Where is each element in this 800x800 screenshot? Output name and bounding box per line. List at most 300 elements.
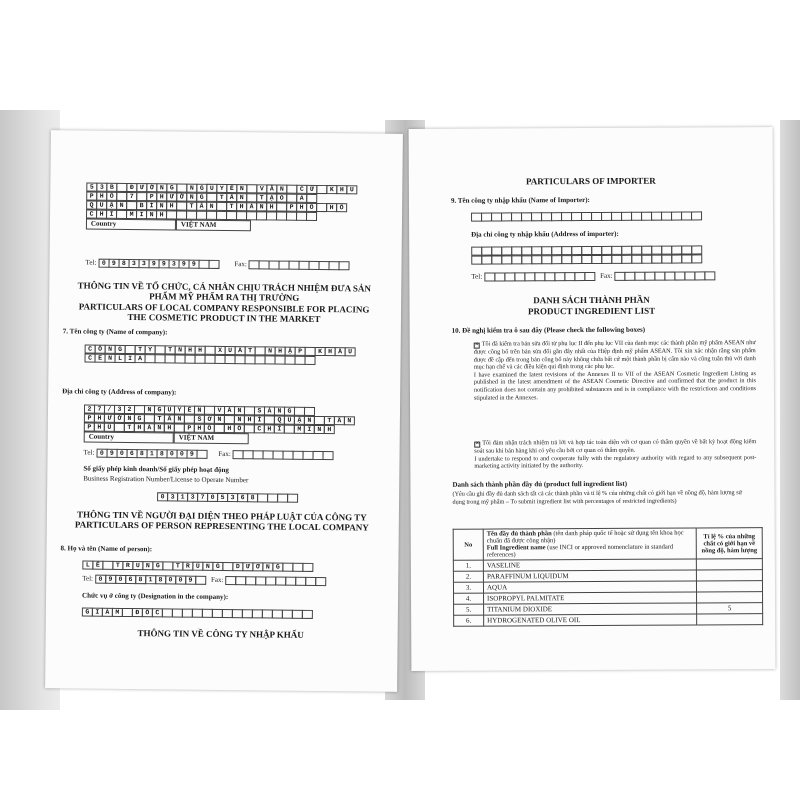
grid-cell: 1	[146, 449, 157, 458]
grid-cell	[691, 211, 702, 220]
grid-cell: Á	[264, 406, 275, 415]
importer-name-label: 9. Tên công ty nhập khẩu (Name of Importer):	[450, 196, 590, 205]
full-list-title: Danh sách thành phần đầy đủ (product full ingredient list)	[452, 479, 628, 489]
grid-cell: H	[266, 202, 277, 211]
grid-cell: Ư	[166, 192, 177, 201]
section3-title-vi: THÔNG TIN VỀ CÔNG TY NHẬP KHẨU	[137, 628, 304, 640]
grid-cell: H	[195, 346, 206, 355]
grid-cell: Ễ	[226, 184, 237, 193]
grid-cell: N	[124, 414, 135, 423]
grid-cell	[584, 272, 595, 281]
grid-cell: G	[134, 414, 145, 423]
ingredient-no-cell: 1.	[453, 560, 483, 571]
grid-cell: R	[182, 562, 193, 571]
ingredient-name-cell: PARAFFINUM LIQUIDUM	[483, 570, 696, 582]
grid-cell: N	[265, 346, 276, 355]
grid-cell: Á	[102, 608, 113, 617]
grid-cell: S	[254, 406, 265, 415]
grid-cell: Ư	[136, 183, 147, 192]
grid-cell: Ố	[306, 203, 317, 212]
ingredient-title-vi: DANH SÁCH THÀNH PHẦN	[533, 294, 650, 306]
grid-cell: P	[295, 347, 306, 356]
grid-cell: O	[276, 194, 287, 203]
tel-grid	[98, 259, 218, 269]
grid-cell: U	[206, 184, 217, 193]
license-label-vi: Số giấy phép kinh doanh/Số giấy phép hoạt động	[83, 464, 229, 475]
importer-fax-label: Fax:	[600, 271, 613, 280]
grid-cell: N	[214, 415, 225, 424]
grid-cell: R	[122, 561, 133, 570]
grid-cell	[306, 194, 317, 203]
grid-cell: M	[126, 210, 137, 219]
grid-cell: S	[194, 415, 205, 424]
grid-cell: Y	[174, 405, 185, 414]
grid-cell: 9	[106, 449, 117, 458]
license-grid-wrap	[157, 492, 297, 502]
ingredient-name-cell: TITANIUM DIOXIDE	[484, 603, 697, 615]
company-line	[84, 354, 354, 366]
ingredient-no-cell: 6.	[454, 615, 484, 626]
grid-cell: 5	[217, 493, 228, 502]
grid-cell: G	[272, 563, 283, 572]
grid-cell: H	[156, 210, 167, 219]
grid-cell: N	[174, 414, 185, 423]
grid-cell: N	[156, 201, 167, 210]
grid-cell: K	[315, 347, 326, 356]
grid-cell: 9	[158, 259, 169, 268]
grid-cell	[208, 260, 219, 269]
grid-cell: 0	[95, 575, 106, 584]
grid-cell: Â	[196, 202, 207, 211]
grid-cell: 3	[167, 492, 178, 501]
grid-cell	[691, 254, 702, 263]
grid-cell: Ố	[204, 424, 215, 433]
grid-cell: 8	[136, 449, 147, 458]
person-fax-grid	[225, 576, 325, 586]
grid-cell: 0	[116, 449, 127, 458]
country-label: Country	[86, 219, 176, 231]
left-document-page	[45, 130, 403, 692]
importer-title: PARTICULARS OF IMPORTER	[525, 175, 656, 187]
grid-cell: Ờ	[176, 192, 187, 201]
grid-cell: Ờ	[114, 414, 125, 423]
grid-cell: Ừ	[306, 185, 317, 194]
grid-cell: Ậ	[294, 416, 305, 425]
grid-cell: 9	[188, 260, 199, 269]
grid-cell: H	[134, 423, 145, 432]
grid-cell: 0	[207, 493, 218, 502]
grid-cell: Ă	[266, 184, 277, 193]
grid-cell: N	[262, 562, 273, 571]
grid-cell	[195, 576, 206, 585]
importer-tel-grid	[484, 272, 594, 282]
grid-cell: K	[326, 185, 337, 194]
grid-cell: T	[172, 561, 183, 570]
table-row	[454, 614, 763, 627]
ingredient-pct-cell	[696, 559, 762, 570]
grid-cell: G	[196, 184, 207, 193]
grid-cell: P	[86, 192, 97, 201]
grid-cell: T	[154, 414, 165, 423]
grid-cell: N	[175, 345, 186, 354]
grid-cell	[196, 450, 207, 459]
grid-cell: H	[156, 192, 167, 201]
grid-cell: Y	[145, 345, 156, 354]
grid-cell: 5	[86, 183, 97, 192]
grid-cell: 0	[98, 259, 109, 268]
company-tel-fax-row	[84, 449, 333, 461]
grid-cell: À	[144, 423, 155, 432]
grid-cell: N	[154, 423, 165, 432]
grid-cell: G	[212, 562, 223, 571]
grid-cell: T	[165, 345, 176, 354]
header-pct: Tỉ lệ % của những chất có giới hạn về nồng độ, hàm lượng	[696, 528, 762, 559]
grid-cell: T	[226, 202, 237, 211]
grid-cell	[302, 563, 313, 572]
grid-cell: N	[146, 210, 157, 219]
grid-cell	[705, 271, 716, 280]
grid-cell: T	[112, 561, 123, 570]
grid-cell: N	[236, 193, 247, 202]
section2-title-vi: THÔNG TIN VỀ NGƯỜI ĐẠI DIỆN THEO PHÁP LUẬT CỦA CÔNG TY	[77, 509, 367, 523]
grid-cell: Ố	[106, 192, 117, 201]
grid-cell: 9	[148, 259, 159, 268]
grid-cell: Ạ	[266, 193, 277, 202]
grid-cell: N	[105, 345, 116, 354]
grid-cell: 3	[96, 183, 107, 192]
grid-cell: I	[136, 210, 147, 219]
grid-cell: N	[104, 354, 115, 363]
importer-address-label	[471, 230, 619, 240]
importer-fax-grid	[615, 271, 715, 281]
grid-cell: U	[284, 416, 295, 425]
grid-cell: 0	[165, 575, 176, 584]
company-fax-label: Fax:	[218, 449, 231, 459]
grid-cell: 3	[187, 493, 198, 502]
grid-cell: N	[314, 425, 325, 434]
section2-title-en: PARTICULARS OF PERSON REPRESENTING THE LOCAL COMPANY	[74, 519, 369, 533]
grid-cell: 8	[156, 449, 167, 458]
grid-cell: N	[116, 201, 127, 210]
grid-cell: C	[296, 185, 307, 194]
grid-cell: B	[106, 183, 117, 192]
grid-cell: B	[136, 201, 147, 210]
ingredient-pct-cell	[696, 581, 762, 592]
grid-cell: I	[124, 354, 135, 363]
grid-cell: T	[256, 193, 267, 202]
right-document-page	[409, 127, 776, 671]
grid-cell	[304, 407, 315, 416]
grid-cell	[339, 261, 350, 270]
check2-block	[474, 438, 756, 470]
grid-cell: 8	[135, 575, 146, 584]
grid-cell: G	[82, 608, 93, 617]
check-boxes-label: 10. Đề nghị kiểm tra ô sau đây (Please check the following boxes)	[451, 325, 646, 335]
grid-cell: 2	[84, 405, 95, 414]
grid-cell: H	[264, 424, 275, 433]
importer-address-grid	[471, 245, 701, 264]
importer-tel-label: Tel:	[471, 272, 483, 281]
header-name	[483, 528, 696, 560]
grid-cell: G	[196, 193, 207, 202]
grid-cell: A	[134, 354, 145, 363]
company-country-label: Country	[84, 432, 174, 444]
ingredient-pct-cell	[696, 570, 762, 581]
grid-cell: À	[246, 202, 257, 211]
ingredient-pct-cell: 5	[697, 603, 763, 614]
grid-cell: T	[186, 202, 197, 211]
grid-cell: 6	[126, 449, 137, 458]
header-name-vi: Tên đầy đủ thành phần	[486, 530, 552, 538]
grid-cell: Ì	[254, 415, 265, 424]
grid-cell: 2	[124, 405, 135, 414]
grid-cell: 9	[185, 576, 196, 585]
grid-cell: H	[166, 201, 177, 210]
grid-cell: H	[236, 202, 247, 211]
grid-cell: A	[296, 194, 307, 203]
grid-cell: T	[135, 345, 146, 354]
grid-cell: T	[245, 346, 256, 355]
grid-cell: H	[325, 347, 336, 356]
address-grid	[86, 183, 356, 233]
grid-cell	[691, 245, 702, 254]
grid-cell	[287, 494, 298, 503]
grid-cell: C	[152, 608, 163, 617]
grid-cell: N	[234, 406, 245, 415]
grid-cell: U	[346, 185, 357, 194]
grid-cell: Ễ	[184, 406, 195, 415]
grid-cell: Ồ	[336, 203, 347, 212]
grid-cell: G	[115, 345, 126, 354]
grid-cell: Ậ	[285, 347, 296, 356]
grid-cell: U	[164, 405, 175, 414]
check1-text-en: I have examined the latest revisions of the Annexes II to VII of the ASEAN Cosmetic Ingredient Listing as published in the latest amendment of the ASEAN Cosmetic Directive and confirmed that the product in this notification does not contain any prohibited substances and is in compliance with the restrictions and conditions stipulated in the Annexes.	[473, 369, 756, 402]
grid-cell: H	[164, 423, 175, 432]
grid-cell: N	[236, 184, 247, 193]
full-list-note: (Yêu cầu ghi đầy đủ danh sách tất cả các thành phần và tỉ lệ % của những chất có giới hạn về nồng độ, hàm lượng sử dụng trong mỹ phẩm – To submit ingredient list with percentages of restricted ingredients)	[452, 489, 742, 506]
grid-cell: 1	[145, 575, 156, 584]
grid-cell: 1	[177, 493, 188, 502]
ingredient-title-en: PRODUCT INGREDIENT LIST	[527, 305, 656, 317]
grid-cell: 3	[114, 405, 125, 414]
grid-cell: Ư	[104, 414, 115, 423]
grid-cell	[315, 577, 326, 586]
ingredient-no-cell: 3.	[453, 582, 483, 593]
grid-cell: Ì	[146, 201, 157, 210]
grid-cell: P	[84, 423, 95, 432]
grid-cell: 0	[175, 575, 186, 584]
grid-cell: Ấ	[235, 346, 246, 355]
company-fax-grid	[233, 450, 333, 460]
ingredient-name-cell: AQUA	[483, 581, 696, 593]
grid-cell: Ă	[224, 406, 235, 415]
grid-cell: T	[216, 193, 227, 202]
grid-cell: H	[275, 347, 286, 356]
grid-cell: 9	[178, 260, 189, 269]
grid-cell: 0	[115, 575, 126, 584]
ingredient-no-cell: 2.	[453, 571, 483, 582]
grid-cell: P	[184, 424, 195, 433]
ingredient-name-cell: VASELINE	[483, 559, 696, 571]
grid-cell: 0	[176, 450, 187, 459]
person-name-grid	[82, 561, 312, 572]
importer-address-label-text: Địa chỉ công ty nhập khẩu (Address of importer):	[471, 229, 619, 239]
grid-cell: 7	[197, 493, 208, 502]
grid-cell: U	[132, 561, 143, 570]
grid-cell: D	[232, 562, 243, 571]
grid-cell: E	[94, 354, 105, 363]
grid-cell: N	[142, 561, 153, 570]
person-tel-label: Tel:	[82, 574, 94, 583]
designation-label: Chức vụ ở công ty (Designation in the company):	[82, 591, 229, 602]
grid-cell: Í	[274, 425, 285, 434]
person-name-grid-wrap	[82, 561, 312, 572]
grid-cell: N	[344, 416, 355, 425]
grid-cell: N	[156, 183, 167, 192]
section1-title-en: PARTICULARS OF LOCAL COMPANY RESPONSIBLE FOR PLACING THE COSMETIC PRODUCT IN THE MARKET	[78, 301, 370, 325]
grid-cell: Ố	[142, 608, 153, 617]
grid-cell: I	[304, 425, 315, 434]
grid-cell: Ê	[92, 561, 103, 570]
ingredient-no-cell: 4.	[454, 593, 484, 604]
grid-cell: U	[345, 347, 356, 356]
company-tel-label: Tel:	[83, 448, 95, 457]
grid-cell: H	[96, 192, 107, 201]
grid-cell: N	[202, 562, 213, 571]
grid-cell: Â	[226, 193, 237, 202]
grid-cell	[304, 356, 315, 365]
grid-cell: M	[294, 425, 305, 434]
grid-cell: C	[84, 354, 95, 363]
grid-cell: Ậ	[106, 201, 117, 210]
header-name-en: Full Ingredient name	[486, 544, 546, 552]
grid-cell: U	[225, 346, 236, 355]
grid-cell: /	[104, 405, 115, 414]
license-label-en: Business Registration Number/License to Operate Number	[83, 474, 249, 485]
background-shadow-right	[780, 120, 800, 700]
person-tel-grid	[95, 575, 205, 585]
grid-cell: 6	[125, 575, 136, 584]
check2-text-en: I undertake to respond to and cooperate fully with the regulatory authority with regard to any subsequent post-marketing activity initiated by the authority.	[474, 453, 757, 470]
grid-cell: L	[82, 561, 93, 570]
grid-cell: N	[274, 407, 285, 416]
check2-text-vi: Tôi đảm nhận trách nhiệm trả lời và hợp tác toàn diện với cơ quan có thẩm quyền về bất kỳ hoạt động kiểm soát sau khi bán hàng khi có yêu cầu bởi cơ quan có thẩm quyền.	[474, 438, 757, 455]
grid-cell: 0	[166, 449, 177, 458]
grid-cell: N	[206, 202, 217, 211]
header-name-vi-note: (tên danh pháp quốc tế hoặc sử dụng tên khoa học chuẩn đã được công nhận)	[486, 529, 684, 545]
header-name-en-note: (use INCI or approved nomenclature in standard references)	[486, 543, 674, 559]
check1-block	[474, 339, 756, 402]
company-tel-grid	[96, 449, 206, 459]
country-value: VIỆT NAM	[176, 219, 251, 231]
grid-cell: Q	[274, 416, 285, 425]
grid-cell: P	[286, 203, 297, 212]
checkbox-1-icon[interactable]: ✕	[474, 342, 479, 348]
grid-cell: G	[284, 407, 295, 416]
grid-cell: 6	[237, 493, 248, 502]
company-address-label: Địa chỉ công ty (Address of company):	[62, 387, 177, 397]
grid-cell: N	[276, 185, 287, 194]
importer-address-line	[471, 254, 701, 264]
checkbox-2-icon[interactable]: ✕	[475, 441, 480, 447]
grid-cell: Â	[164, 414, 175, 423]
grid-cell: 3	[138, 259, 149, 268]
fax-grid	[249, 260, 349, 270]
tel-label: Tel:	[85, 258, 97, 267]
importer-tel-fax-row	[471, 271, 714, 281]
grid-cell: N	[234, 415, 245, 424]
grid-cell: C	[85, 345, 96, 354]
grid-cell: 8	[247, 493, 258, 502]
grid-cell: P	[146, 192, 157, 201]
grid-cell: P	[84, 414, 95, 423]
ingredient-no-cell: 5.	[454, 604, 484, 615]
grid-cell: G	[154, 405, 165, 414]
grid-cell: 9	[108, 259, 119, 268]
grid-cell	[302, 610, 313, 619]
grid-cell: 8	[155, 575, 166, 584]
grid-cell: M	[112, 608, 123, 617]
grid-cell: Ơ	[204, 415, 215, 424]
grid-cell: Ô	[95, 345, 106, 354]
grid-cell: 3	[128, 259, 139, 268]
grid-cell: Đ	[126, 183, 137, 192]
ingredient-pct-cell	[697, 592, 763, 603]
person-name-label: 8. Họ và tên (Name of person):	[60, 544, 153, 554]
grid-cell: C	[254, 424, 265, 433]
grid-cell: V	[256, 184, 267, 193]
designation-grid	[82, 608, 312, 619]
grid-cell: H	[94, 414, 105, 423]
grid-cell: Ú	[104, 423, 115, 432]
grid-cell: Â	[334, 416, 345, 425]
grid-cell: 3	[168, 259, 179, 268]
grid-cell: C	[86, 210, 97, 219]
grid-cell: Ồ	[234, 424, 245, 433]
grid-cell: 3	[227, 493, 238, 502]
company-name-grid	[84, 345, 354, 366]
grid-cell: H	[185, 346, 196, 355]
fax-label: Fax:	[234, 260, 247, 269]
grid-cell: Í	[106, 210, 117, 219]
grid-cell: Ư	[242, 562, 253, 571]
grid-cell: 9	[186, 450, 197, 459]
grid-cell: G	[166, 183, 177, 192]
tel-fax-row	[85, 259, 348, 271]
designation-grid-wrap	[82, 608, 312, 619]
grid-cell: H	[194, 424, 205, 433]
grid-cell: 9	[105, 575, 116, 584]
ingredient-name-cell: HYDROGENATED OLIVE OIL	[484, 614, 697, 626]
grid-cell: H	[224, 424, 235, 433]
grid-cell: H	[324, 425, 335, 434]
grid-cell: X	[215, 346, 226, 355]
grid-cell: 0	[157, 492, 168, 501]
grid-cell: Ờ	[146, 183, 157, 192]
grid-cell: U	[96, 201, 107, 210]
company-name-label: 7. Tên công ty (Name of company):	[62, 327, 168, 337]
company-country-value: VIỆT NAM	[174, 432, 249, 444]
grid-cell: I	[92, 608, 103, 617]
grid-cell: H	[244, 415, 255, 424]
section1-title-vi: THÔNG TIN VỀ TỔ CHỨC, CÁ NHÂN CHỊU TRÁCH NHIỆM ĐƯA SẢN PHẨM MỸ PHẨM RA THỊ TRƯỜNG	[77, 280, 371, 303]
grid-cell: T	[124, 423, 135, 432]
ingredient-table-header	[453, 528, 762, 561]
grid-cell: V	[214, 406, 225, 415]
grid-cell: H	[96, 210, 107, 219]
check1-text-vi: Tôi đã kiểm tra bản sửa đổi từ phụ lục II đến phụ lục VII của danh mục các thành phần mỹ phẩm ASEAN như được công bố trên bản sửa đổi gần đây nhất của Hiệp định mỹ phẩm ASEAN. Tôi xin xác nhận rằng sản phẩm được đề cập đến trong bản công bố này không chứa bất cứ một thành phần bị cấm nào và cũng tuân thủ với danh mục hạn chế và các điều kiện qui định trong các phụ lục.	[473, 339, 756, 371]
grid-cell: N	[186, 193, 197, 202]
